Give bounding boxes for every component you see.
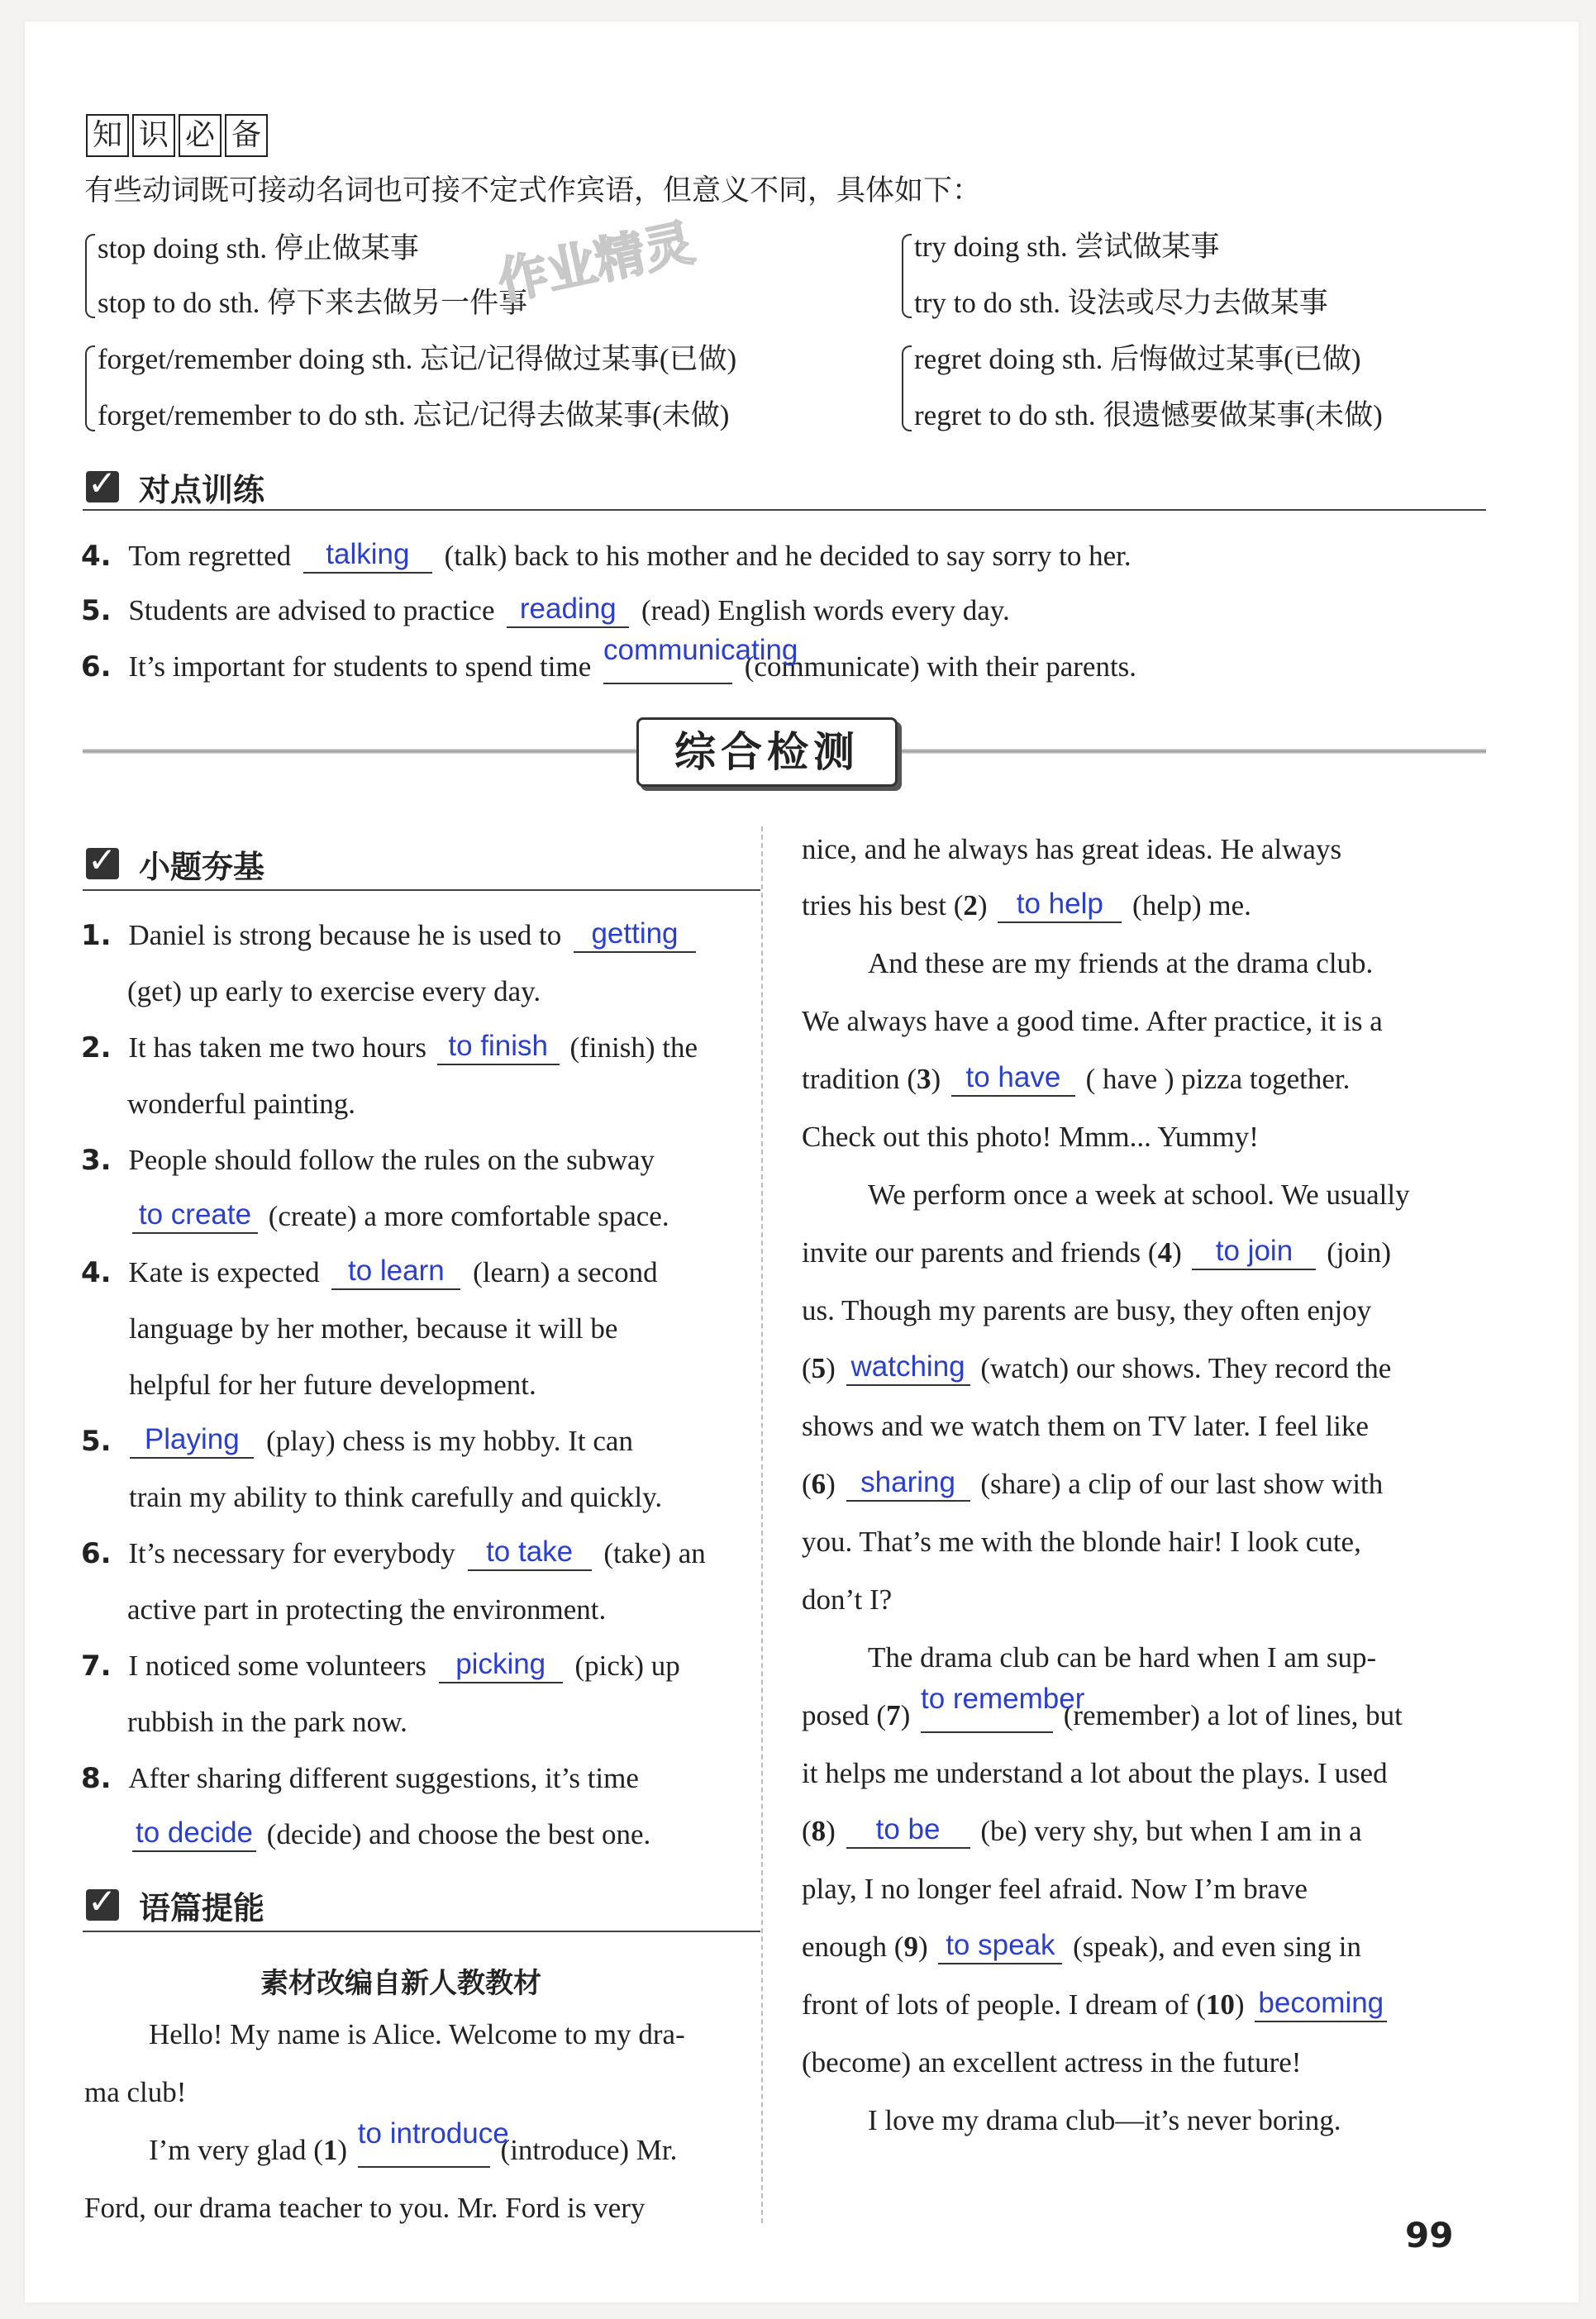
divider bbox=[83, 509, 1486, 511]
passage-line bbox=[149, 2117, 678, 2168]
passage-line: don’t I? bbox=[802, 1583, 893, 1616]
answer-blank[interactable] bbox=[998, 888, 1122, 923]
question-text: After sharing different suggestions, it’s time bbox=[128, 1762, 639, 1794]
question-text: (talk) back to his mother and he decided to say sorry to her. bbox=[444, 540, 1131, 572]
passage-line: We perform once a week at school. We usually bbox=[868, 1179, 1410, 1211]
check-icon: ✓ bbox=[86, 1889, 119, 1921]
section1-title: 小题夯基 bbox=[139, 849, 265, 885]
bracket bbox=[85, 234, 95, 318]
passage-text: (help) me. bbox=[1132, 889, 1251, 921]
q4-line bbox=[81, 1256, 658, 1290]
source-note: 素材改编自新人教教材 bbox=[260, 1967, 541, 2000]
practice-item bbox=[81, 539, 1131, 574]
passage-text: ) bbox=[1234, 1988, 1245, 2021]
question-text: (pick) up bbox=[574, 1650, 680, 1682]
passage-text: invite our parents and friends ( bbox=[802, 1236, 1158, 1269]
passage-line: shows and we watch them on TV later. I feel like bbox=[802, 1410, 1369, 1442]
blank-number: 4 bbox=[1157, 1236, 1173, 1269]
passage-text: enough ( bbox=[802, 1931, 904, 1963]
passage-line bbox=[802, 889, 1251, 923]
passage-line: We always have a good time. After practice, it is a bbox=[802, 1005, 1383, 1037]
page-number: 99 bbox=[1405, 2215, 1454, 2255]
question-text: It’s necessary for everybody bbox=[128, 1537, 455, 1569]
question-number: 4. bbox=[81, 540, 112, 573]
passage-text: ) bbox=[826, 1815, 836, 1847]
knowledge-intro: 有些动词既可接动名词也可接不定式作宾语，但意义不同，具体如下： bbox=[84, 174, 982, 207]
knowledge-tag-char: 识 bbox=[132, 114, 175, 157]
passage-text: I’m very glad ( bbox=[149, 2134, 323, 2166]
answer-blank[interactable] bbox=[130, 1423, 254, 1459]
bracket bbox=[85, 345, 95, 431]
passage-text: (introduce) Mr. bbox=[500, 2134, 678, 2166]
check-icon: ✓ bbox=[86, 471, 119, 502]
answer-text: Playing bbox=[144, 1423, 240, 1455]
answer-text: to take bbox=[486, 1536, 574, 1568]
q4-line: language by her mother, because it will be bbox=[129, 1312, 618, 1345]
knowledge-tag-char: 知 bbox=[86, 114, 129, 157]
answer-blank[interactable] bbox=[507, 593, 629, 628]
passage-text: ) bbox=[826, 1468, 836, 1500]
passage-line: Check out this photo! Mmm... Yummy! bbox=[802, 1121, 1259, 1153]
answer-blank[interactable] bbox=[439, 1648, 563, 1683]
passage-text: (remember) a lot of lines, but bbox=[1063, 1699, 1403, 1731]
answer-text: to speak bbox=[946, 1929, 1055, 1961]
answer-text: to join bbox=[1215, 1235, 1293, 1267]
question-text: (finish) the bbox=[569, 1031, 698, 1064]
answer-text: sharing bbox=[860, 1466, 955, 1498]
banner-line bbox=[83, 749, 636, 754]
question-number: 7. bbox=[81, 1650, 112, 1683]
answer-blank[interactable] bbox=[951, 1061, 1075, 1097]
rule-line: stop doing sth. 停止做某事 bbox=[98, 232, 419, 264]
question-number: 3. bbox=[81, 1144, 112, 1177]
passage-text: ) bbox=[337, 2134, 348, 2166]
question-text: Tom regretted bbox=[128, 540, 292, 572]
knowledge-tag-char: 必 bbox=[179, 114, 222, 157]
question-text: I noticed some volunteers bbox=[128, 1650, 426, 1682]
passage-text: front of lots of people. I dream of ( bbox=[802, 1988, 1206, 2021]
question-number: 5. bbox=[81, 1425, 112, 1458]
passage-line bbox=[802, 1988, 1387, 2022]
practice-item bbox=[81, 593, 1010, 628]
answer-blank[interactable] bbox=[357, 2117, 509, 2168]
answer-blank[interactable] bbox=[331, 1255, 460, 1290]
passage-text: (join) bbox=[1327, 1236, 1391, 1269]
passage-line: The drama club can be hard when I am sup- bbox=[868, 1641, 1377, 1674]
blank-number: 6 bbox=[811, 1468, 827, 1500]
passage-line: us. Though my parents are busy, they often enjoy bbox=[802, 1294, 1372, 1326]
blank-number: 3 bbox=[917, 1063, 931, 1095]
passage-line: nice, and he always has great ideas. He always bbox=[802, 833, 1342, 865]
answer-text: to be bbox=[875, 1813, 941, 1845]
passage-line: it helps me understand a lot about the plays. I used bbox=[802, 1757, 1388, 1789]
answer-blank[interactable] bbox=[1255, 1987, 1387, 2022]
rule-line: try doing sth. 尝试做某事 bbox=[914, 231, 1220, 263]
knowledge-tag bbox=[86, 114, 271, 157]
divider bbox=[83, 889, 760, 891]
q3-line bbox=[81, 1144, 655, 1177]
answer-text: becoming bbox=[1258, 1987, 1384, 2019]
passage-line bbox=[802, 1352, 1391, 1386]
answer-blank[interactable] bbox=[468, 1536, 592, 1571]
q5-line: train my ability to think carefully and quickly. bbox=[129, 1481, 663, 1513]
answer-text: watching bbox=[850, 1350, 965, 1383]
q1-line: (get) up early to exercise every day. bbox=[127, 975, 541, 1007]
q8-line bbox=[132, 1818, 650, 1852]
answer-text: talking bbox=[326, 538, 410, 570]
passage-text: (share) a clip of our last show with bbox=[980, 1468, 1384, 1500]
answer-text: to remember bbox=[920, 1683, 1085, 1715]
passage-text: (be) very shy, but when I am in a bbox=[980, 1815, 1362, 1847]
answer-text: to introduce bbox=[357, 2117, 509, 2150]
question-text: (take) an bbox=[603, 1537, 706, 1569]
question-number: 6. bbox=[81, 650, 112, 683]
passage-text: (speak), and even sing in bbox=[1073, 1931, 1362, 1963]
answer-text: getting bbox=[591, 917, 679, 950]
question-text: (communicate) with their parents. bbox=[744, 650, 1137, 683]
question-number: 4. bbox=[81, 1256, 112, 1289]
check-icon: ✓ bbox=[86, 848, 119, 879]
passage-text: ) bbox=[931, 1063, 941, 1095]
bracket bbox=[902, 345, 912, 431]
question-number: 8. bbox=[81, 1762, 112, 1795]
blank-number: 10 bbox=[1205, 1988, 1235, 2021]
passage-text: tries his best ( bbox=[802, 889, 964, 921]
passage-line bbox=[802, 1931, 1361, 1964]
passage-text: posed ( bbox=[802, 1699, 887, 1731]
question-text: (learn) a second bbox=[473, 1256, 658, 1288]
blank-number: 2 bbox=[963, 889, 978, 921]
question-text: Kate is expected bbox=[128, 1256, 320, 1288]
blank-number: 8 bbox=[811, 1815, 827, 1847]
passage-text: ( bbox=[802, 1815, 812, 1847]
answer-blank[interactable] bbox=[846, 1813, 970, 1849]
section2-title: 语篇提能 bbox=[139, 1890, 265, 1926]
question-text: Students are advised to practice bbox=[128, 594, 495, 626]
rule-line: regret doing sth. 后悔做过某事(已做) bbox=[914, 343, 1361, 375]
answer-blank[interactable] bbox=[846, 1350, 970, 1386]
question-text: Daniel is strong because he is used to bbox=[128, 919, 562, 951]
question-text: It has taken me two hours bbox=[128, 1031, 426, 1064]
passage-line: Hello! My name is Alice. Welcome to my dra- bbox=[149, 2018, 685, 2050]
bracket bbox=[902, 234, 912, 318]
watermark: 作业精灵 bbox=[493, 213, 699, 312]
answer-blank[interactable] bbox=[437, 1030, 560, 1065]
answer-text: communicating bbox=[603, 634, 798, 666]
practice-title: 对点训练 bbox=[139, 472, 265, 508]
blank-number: 9 bbox=[903, 1931, 918, 1963]
answer-text: to create bbox=[138, 1198, 252, 1231]
passage-line bbox=[802, 1063, 1350, 1097]
rule-line: regret to do sth. 很遗憾要做某事(未做) bbox=[914, 399, 1383, 431]
passage-text: tradition ( bbox=[802, 1063, 917, 1095]
blank-number: 1 bbox=[322, 2134, 338, 2166]
passage-text: ( have ) pizza together. bbox=[1085, 1063, 1351, 1095]
blank-number: 7 bbox=[886, 1699, 901, 1731]
answer-text: to decide bbox=[135, 1817, 254, 1849]
passage-line bbox=[802, 1236, 1391, 1270]
answer-blank[interactable] bbox=[132, 1198, 258, 1234]
rule-line: forget/remember to do sth. 忘记/记得去做某事(未做) bbox=[98, 399, 730, 431]
answer-text: picking bbox=[455, 1648, 546, 1680]
passage-text: ( bbox=[802, 1468, 812, 1500]
answer-blank[interactable] bbox=[603, 634, 798, 684]
divider bbox=[83, 1931, 760, 1932]
question-number: 6. bbox=[81, 1537, 112, 1570]
question-text: (read) English words every day. bbox=[641, 594, 1010, 626]
question-text: (decide) and choose the best one. bbox=[266, 1818, 651, 1850]
passage-text: ) bbox=[1172, 1236, 1182, 1269]
passage-text: ) bbox=[977, 889, 988, 921]
rule-line: forget/remember doing sth. 忘记/记得做过某事(已做) bbox=[98, 343, 737, 375]
q7-line: rubbish in the park now. bbox=[127, 1706, 407, 1738]
question-text: People should follow the rules on the subway bbox=[128, 1144, 655, 1176]
section-banner: 综合检测 bbox=[636, 717, 898, 787]
passage-line bbox=[802, 1683, 1403, 1733]
answer-text: to have bbox=[965, 1061, 1061, 1093]
question-text: (play) chess is my hobby. It can bbox=[266, 1425, 633, 1457]
passage-text: ) bbox=[826, 1352, 836, 1384]
passage-line bbox=[802, 1815, 1362, 1849]
passage-line: play, I no longer feel afraid. Now I’m brave bbox=[802, 1873, 1308, 1905]
passage-line: ma club! bbox=[84, 2076, 187, 2108]
q6-line bbox=[81, 1537, 706, 1571]
knowledge-tag-char: 备 bbox=[225, 114, 268, 157]
passage-text: ) bbox=[917, 1931, 928, 1963]
q7-line bbox=[81, 1650, 680, 1683]
answer-blank[interactable] bbox=[920, 1683, 1085, 1733]
passage-line: And these are my friends at the drama club. bbox=[868, 947, 1374, 979]
column-divider bbox=[761, 826, 763, 2223]
rule-line: stop to do sth. 停下来去做另一件事 bbox=[98, 287, 528, 319]
question-number: 2. bbox=[81, 1031, 112, 1064]
q2-line: wonderful painting. bbox=[127, 1088, 356, 1120]
q2-line bbox=[81, 1031, 698, 1065]
blank-number: 5 bbox=[811, 1352, 827, 1384]
passage-text: ) bbox=[900, 1699, 911, 1731]
answer-text: to help bbox=[1016, 888, 1103, 920]
passage-text: (watch) our shows. They record the bbox=[980, 1352, 1392, 1384]
question-text: It’s important for students to spend time bbox=[128, 650, 592, 683]
passage-line: you. That’s me with the blonde hair! I look cute, bbox=[802, 1526, 1361, 1558]
q5-line bbox=[81, 1425, 633, 1459]
answer-text: to finish bbox=[448, 1030, 549, 1062]
passage-line: I love my drama club—it’s never boring. bbox=[868, 2104, 1341, 2136]
answer-text: reading bbox=[519, 593, 617, 625]
practice-item bbox=[81, 634, 1137, 684]
answer-blank[interactable] bbox=[574, 917, 696, 953]
passage-text: ( bbox=[802, 1352, 812, 1384]
banner-line bbox=[896, 749, 1486, 754]
question-number: 5. bbox=[81, 594, 112, 627]
answer-blank[interactable] bbox=[1192, 1235, 1316, 1270]
answer-blank[interactable] bbox=[132, 1817, 256, 1852]
passage-line: Ford, our drama teacher to you. Mr. Ford is very bbox=[84, 2192, 646, 2224]
passage-line bbox=[802, 1468, 1383, 1502]
q3-line bbox=[132, 1200, 669, 1234]
q8-line bbox=[81, 1762, 639, 1795]
q1-line bbox=[81, 919, 696, 953]
answer-blank[interactable] bbox=[846, 1466, 970, 1502]
answer-text: to learn bbox=[347, 1255, 445, 1287]
answer-blank[interactable] bbox=[303, 538, 432, 574]
question-number: 1. bbox=[81, 919, 112, 952]
rule-line: try to do sth. 设法或尽力去做某事 bbox=[914, 287, 1328, 319]
passage-line: (become) an excellent actress in the future! bbox=[802, 2046, 1302, 2079]
q4-line: helpful for her future development. bbox=[129, 1369, 536, 1401]
q6-line: active part in protecting the environment. bbox=[127, 1593, 607, 1626]
question-text: (create) a more comfortable space. bbox=[268, 1200, 669, 1232]
answer-blank[interactable] bbox=[938, 1929, 1062, 1964]
